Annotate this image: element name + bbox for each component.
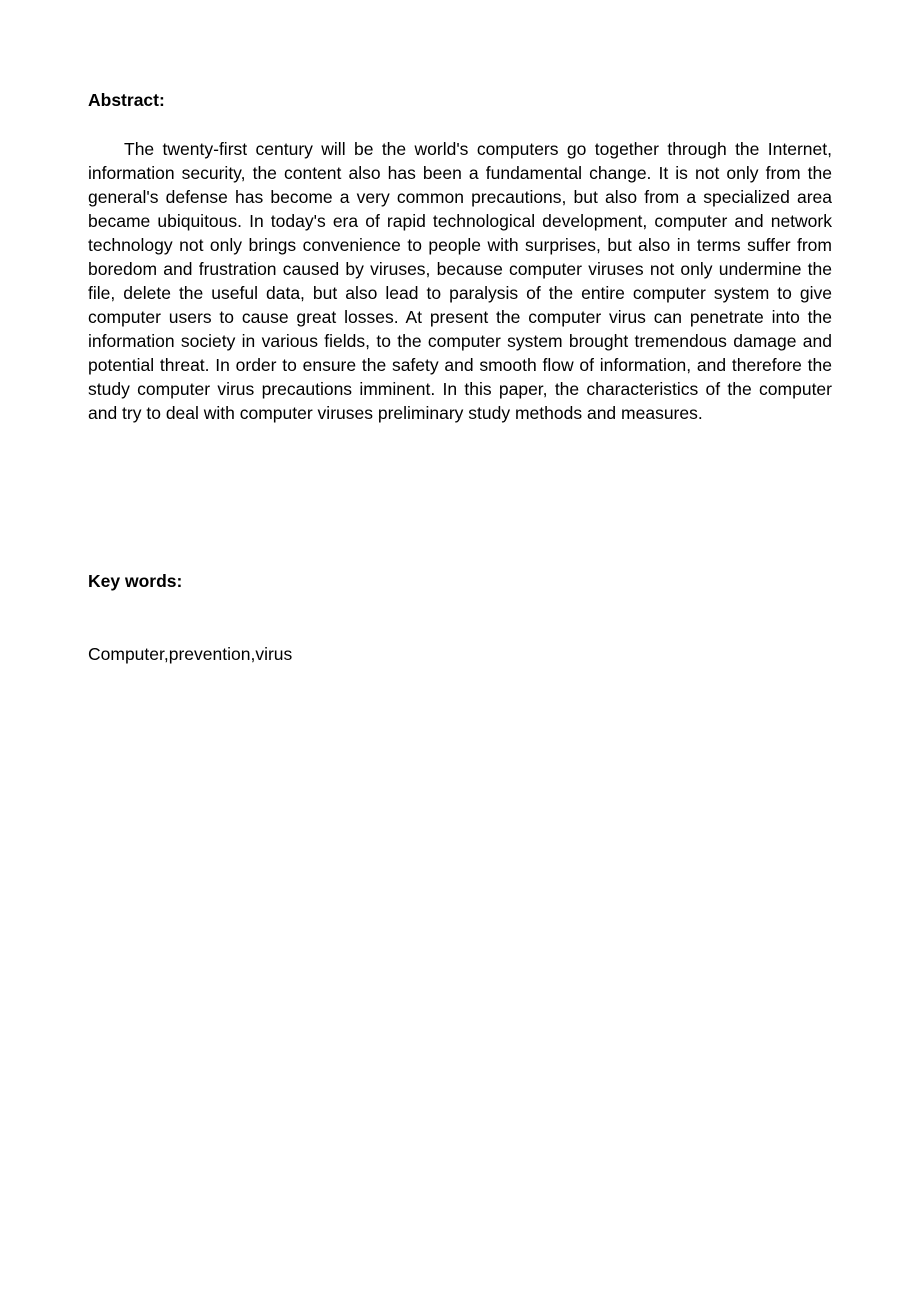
abstract-body: The twenty-first century will be the world's computers go together through the Internet, information security, the content also has been a fundamental change. It is not only from the general's defense has become a very common precautions, but also from a specialized area became ubiquitous. In today's era of rapid technological development, computer and network technology not only brings convenience to people with surprises, but also in terms suffer from boredom and frustration caused by viruses, because computer viruses not only undermine the file, delete the useful data, but also lead to paralysis of the entire computer system to give computer users to cause great losses. At present the computer virus can penetrate into the information society in various fields, to the computer system brought tremendous damage and potential threat. In order to ensure the safety and smooth flow of information, and therefore the study computer virus precautions imminent. In this paper, the characteristics of the computer and try to deal with computer viruses preliminary study methods and measures.	[88, 139, 832, 423]
keywords-body: Computer,prevention,virus	[88, 644, 293, 664]
keywords-heading: Key words:	[88, 571, 183, 591]
abstract-heading: Abstract:	[88, 90, 165, 110]
